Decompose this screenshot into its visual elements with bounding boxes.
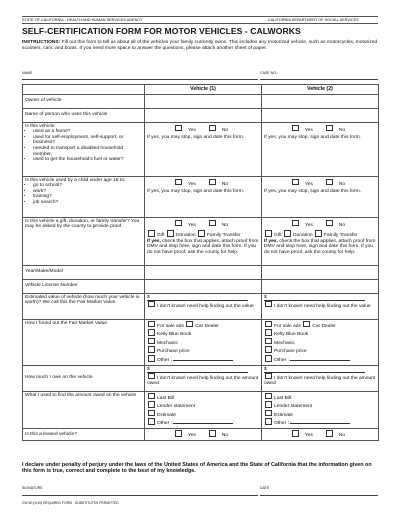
no-checkbox[interactable]	[326, 430, 333, 437]
table-row	[23, 265, 379, 279]
other-checkbox[interactable]	[148, 418, 155, 425]
dont-know-owed-checkbox[interactable]	[148, 373, 155, 380]
home-bullet: • used for self-employment, self-support, or business?	[33, 135, 142, 146]
gift-vehicle-2	[262, 217, 379, 265]
gift-question: Is this vehicle a gift, donation, or family transfer? You may be asked by the county to provide proof.	[23, 217, 145, 265]
other-input[interactable]	[173, 356, 233, 361]
no-checkbox[interactable]	[209, 125, 216, 132]
table-row	[23, 108, 379, 122]
dont-know-checkbox[interactable]	[148, 301, 155, 308]
table-row	[23, 122, 379, 176]
no-label: No	[221, 181, 229, 187]
top-rule	[22, 16, 378, 17]
dont-know-owed-checkbox[interactable]	[265, 373, 272, 380]
estimate-checkbox[interactable]	[148, 410, 155, 417]
header-vehicle-1: Vehicle (1)	[145, 85, 262, 95]
yes-checkbox[interactable]	[292, 179, 299, 186]
car-dealer-checkbox[interactable]	[303, 321, 310, 328]
case-number-label: CASE NO.:	[260, 71, 279, 75]
instructions	[22, 40, 378, 51]
family-transfer-checkbox[interactable]	[198, 230, 205, 237]
no-label: No	[221, 222, 229, 228]
form-title: SELF-CERTIFICATION FORM FOR MOTOR VEHICLES - CALWORKS	[22, 26, 301, 36]
form-footer: CW 80 (2/10) REQUIRED FORM - SUBSTITUTES PERMITTED	[22, 501, 119, 505]
no-checkbox[interactable]	[326, 125, 333, 132]
owed-input[interactable]: $	[147, 367, 248, 373]
donation-label: Donation	[292, 233, 313, 239]
dont-know-checkbox[interactable]	[265, 301, 272, 308]
no-label: No	[338, 181, 346, 187]
dont-know-label: I don't know/I need help finding out the value	[274, 303, 371, 309]
no-label: No	[338, 222, 346, 228]
gift-vehicle-1	[145, 217, 262, 265]
yes-checkbox[interactable]	[175, 125, 182, 132]
child-bullet: • training?	[33, 194, 142, 200]
table-row	[23, 279, 379, 293]
owe-question: How much I owe on the vehicle	[23, 365, 145, 391]
no-checkbox[interactable]	[326, 220, 333, 227]
gift-note	[264, 239, 376, 256]
yes-label: Yes	[304, 127, 313, 133]
fmv-question: How I found out the Fair Market Value	[23, 319, 145, 365]
table-row	[23, 365, 379, 391]
kelly-blue-book-checkbox[interactable]	[265, 329, 272, 336]
estimate-label: Estimate	[274, 412, 294, 418]
header-blank	[23, 85, 145, 95]
yes-checkbox[interactable]	[175, 179, 182, 186]
last-bill-label: Last Bill	[157, 395, 175, 401]
purchase-price-checkbox[interactable]	[265, 346, 272, 353]
home-bullet: • used to get the household's fuel or water?	[33, 157, 142, 163]
home-question	[23, 122, 145, 176]
yes-label: Yes	[304, 222, 313, 228]
yes-label: Yes	[187, 181, 196, 187]
family-transfer-label: Family Transfer	[323, 233, 358, 239]
lender-statement-checkbox[interactable]	[148, 401, 155, 408]
home-bullet: • needed to transport a disabled household member,	[33, 146, 142, 157]
other-label: Other :	[157, 421, 172, 427]
user-vehicle-2[interactable]	[262, 108, 379, 122]
yes-label: Yes	[304, 181, 313, 187]
license-vehicle-2[interactable]	[262, 279, 379, 293]
dont-know-label: I don't know/I need help finding out the value	[157, 303, 254, 309]
car-dealer-checkbox[interactable]	[186, 321, 193, 328]
value-question: Estimated value of vehicle (how much your vehicle is worth)? We call this the Fair Market Value.	[23, 293, 145, 319]
owed-input[interactable]: $	[264, 367, 365, 373]
instructions-label: INSTRUCTIONS:	[22, 40, 61, 45]
gift-note-lead: If yes,	[147, 238, 161, 244]
gift-note-text: check the box that applies, attach proof from DMV and stop here, sign and date this form. If you do not have proof, ask the county for help.	[264, 238, 376, 255]
gift-label: Gift	[157, 233, 165, 239]
owe-vehicle-1	[145, 365, 262, 391]
value-vehicle-1	[145, 293, 262, 319]
yes-checkbox[interactable]	[175, 430, 182, 437]
other-input[interactable]	[290, 356, 350, 361]
no-checkbox[interactable]	[209, 179, 216, 186]
table-row	[23, 391, 379, 428]
kelly-blue-book-label: Kelly Blue Book	[157, 332, 192, 338]
mechanic-label: Mechanic	[157, 340, 178, 346]
other-label: Other :	[157, 357, 172, 363]
home-vehicle-1	[145, 122, 262, 176]
purchase-price-checkbox[interactable]	[148, 346, 155, 353]
other-checkbox[interactable]	[265, 355, 272, 362]
yes-checkbox[interactable]	[292, 430, 299, 437]
other-checkbox[interactable]	[148, 355, 155, 362]
last-bill-checkbox[interactable]	[265, 393, 272, 400]
donation-checkbox[interactable]	[167, 230, 174, 237]
dont-know-owed-label: I don't know/I need help finding out the amount owed	[264, 375, 376, 387]
value-input[interactable]: $	[147, 295, 248, 301]
leased-vehicle-1	[145, 428, 262, 440]
ymm-vehicle-2[interactable]	[262, 265, 379, 279]
name-field[interactable]	[22, 71, 258, 80]
fmv-vehicle-1	[145, 319, 262, 365]
if-yes-note: If yes, you may stop, sign and date this form.	[264, 135, 362, 141]
case-number-field[interactable]	[260, 71, 378, 80]
child-bullet: • job search?	[33, 200, 142, 206]
user-vehicle-1[interactable]	[145, 108, 262, 122]
table-row	[23, 293, 379, 319]
estimate-label: Estimate	[157, 412, 177, 418]
date-label: DATE	[260, 486, 270, 490]
no-label: No	[338, 127, 346, 133]
home-bullet: • used as a home?	[33, 129, 142, 135]
declaration: I declare under penalty of perjury under the laws of the United States of America and the State of California that the information given on this form is true, correct and complete to the best of my knowledge.	[22, 462, 372, 475]
owner-label: Owner of vehicle	[23, 94, 145, 108]
no-checkbox[interactable]	[209, 220, 216, 227]
no-label: No	[221, 127, 229, 133]
if-yes-note: If yes, you may stop, sign and date this form.	[264, 189, 362, 195]
other-checkbox[interactable]	[265, 418, 272, 425]
for-sale-ads-checkbox[interactable]	[265, 321, 272, 328]
child-bullet: • go to school?	[33, 183, 142, 189]
donation-label: Donation	[175, 233, 196, 239]
last-bill-checkbox[interactable]	[148, 393, 155, 400]
no-label: No	[221, 432, 229, 438]
header-vehicle-2: Vehicle (2)	[262, 85, 379, 95]
other-input[interactable]	[290, 419, 350, 424]
last-bill-label: Last Bill	[274, 395, 292, 401]
car-dealer-label: Car Dealer	[195, 323, 219, 329]
name-label: NAME	[22, 71, 33, 75]
gift-note	[147, 239, 259, 256]
no-label: No	[338, 432, 346, 438]
dont-know-owed-label: I don't know/I need help finding out the amount owed	[147, 375, 259, 387]
owe-source-question: What I used to find the amount owed on the vehicle	[23, 391, 145, 428]
fmv-vehicle-2	[262, 319, 379, 365]
for-sale-ads-label: For sale ads	[274, 323, 301, 329]
agency-right: CALIFORNIA DEPARTMENT OF SOCIAL SERVICES	[268, 18, 359, 22]
table-row	[23, 176, 379, 217]
date-field[interactable]	[260, 486, 378, 496]
other-label: Other :	[274, 357, 289, 363]
instructions-text: Fill out this form to tell us about all of the vehicles your family currently owns. This includes any motorized vehicle, such as motorcycles, motorized scooters, cars, and boats. If you need more space to answer the questions, please attach another sheet of paper.	[22, 40, 378, 51]
child-vehicle-2	[262, 176, 379, 217]
ymm-vehicle-1[interactable]	[145, 265, 262, 279]
agency-left: STATE OF CALIFORNIA - HEALTH AND HUMAN SERVICES AGENCY	[22, 18, 143, 22]
table-row	[23, 94, 379, 108]
lender-statement-label: Lender statement	[274, 404, 313, 410]
vehicle-table	[22, 84, 379, 441]
no-checkbox[interactable]	[209, 430, 216, 437]
if-yes-note: If yes, you may stop, sign and date this form.	[147, 135, 245, 141]
kelly-blue-book-label: Kelly Blue Book	[274, 332, 309, 338]
child-question-text: Is this vehicle used by a child under age 18 to:	[25, 177, 126, 183]
kelly-blue-book-checkbox[interactable]	[148, 329, 155, 336]
header-rule	[22, 23, 378, 24]
owe-vehicle-2	[262, 365, 379, 391]
mechanic-label: Mechanic	[274, 340, 295, 346]
owe-source-vehicle-2	[262, 391, 379, 428]
family-transfer-label: Family Transfer	[206, 233, 241, 239]
yes-label: Yes	[187, 127, 196, 133]
other-label: Other :	[274, 421, 289, 427]
if-yes-note: If yes, you may stop, sign and date this form.	[147, 189, 245, 195]
table-header-row	[23, 85, 379, 95]
gift-checkbox[interactable]	[265, 230, 272, 237]
value-input[interactable]: $	[264, 295, 365, 301]
home-question-text: Is this vehicle:	[25, 123, 56, 129]
user-label: Name of person who uses this vehicle	[23, 108, 145, 122]
table-row	[23, 217, 379, 265]
yes-checkbox[interactable]	[292, 125, 299, 132]
leased-question: Is this a leased vehicle?	[23, 428, 145, 440]
yes-checkbox[interactable]	[292, 220, 299, 227]
table-row	[23, 428, 379, 440]
child-bullet: • work?	[33, 189, 142, 195]
value-vehicle-2	[262, 293, 379, 319]
table-row	[23, 319, 379, 365]
purchase-price-label: Purchase price	[157, 349, 190, 355]
yes-label: Yes	[304, 432, 313, 438]
no-checkbox[interactable]	[326, 179, 333, 186]
home-vehicle-2	[262, 122, 379, 176]
gift-label: Gift	[274, 233, 282, 239]
lender-statement-checkbox[interactable]	[265, 401, 272, 408]
other-input[interactable]	[173, 419, 233, 424]
owe-source-vehicle-1	[145, 391, 262, 428]
owner-vehicle-1[interactable]	[145, 94, 262, 108]
leased-vehicle-2	[262, 428, 379, 440]
gift-checkbox[interactable]	[148, 230, 155, 237]
mechanic-checkbox[interactable]	[265, 338, 272, 345]
ymm-label: Year/Make/Model	[23, 265, 145, 279]
gift-note-lead: If yes,	[264, 238, 278, 244]
yes-checkbox[interactable]	[175, 220, 182, 227]
family-transfer-checkbox[interactable]	[315, 230, 322, 237]
for-sale-ads-label: For sale ads	[157, 323, 184, 329]
for-sale-ads-checkbox[interactable]	[148, 321, 155, 328]
gift-note-text: check the box that applies, attach proof from DMV and stop here, sign and date this form. If you do not have proof, ask the county for help.	[147, 238, 259, 255]
license-vehicle-1[interactable]	[145, 279, 262, 293]
lender-statement-label: Lender statement	[157, 404, 196, 410]
yes-label: Yes	[187, 222, 196, 228]
estimate-checkbox[interactable]	[265, 410, 272, 417]
donation-checkbox[interactable]	[284, 230, 291, 237]
yes-label: Yes	[187, 432, 196, 438]
mechanic-checkbox[interactable]	[148, 338, 155, 345]
signature-field[interactable]	[22, 486, 258, 496]
owner-vehicle-2[interactable]	[262, 94, 379, 108]
signature-label: SIGNATURE	[22, 486, 43, 490]
child-question	[23, 176, 145, 217]
license-label: Vehicle License Number	[23, 279, 145, 293]
child-vehicle-1	[145, 176, 262, 217]
car-dealer-label: Car Dealer	[312, 323, 336, 329]
purchase-price-label: Purchase price	[274, 349, 307, 355]
